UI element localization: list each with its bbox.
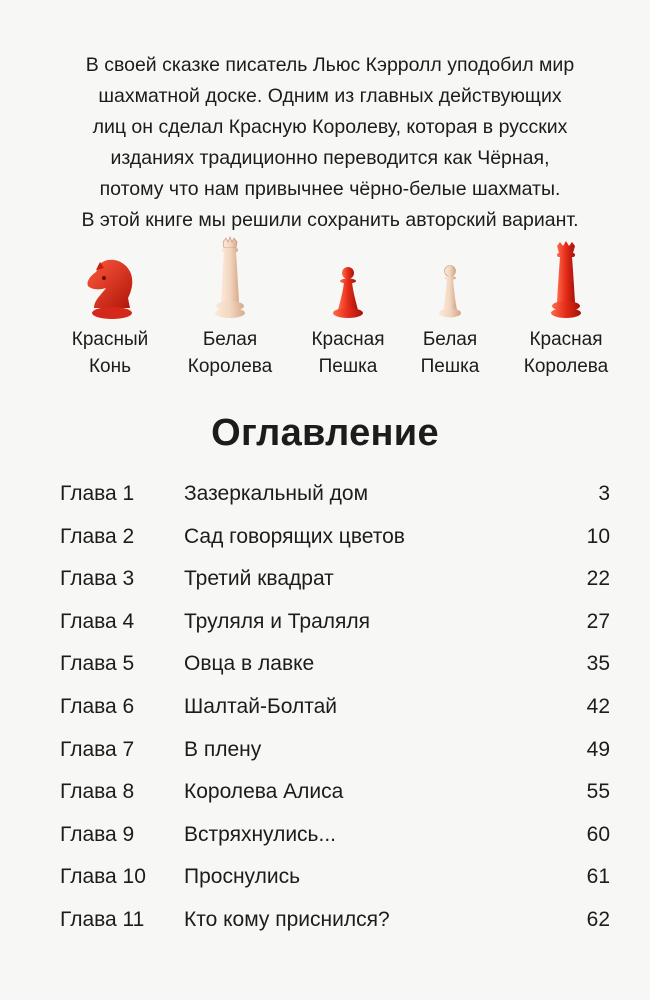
- toc-page-number: 42: [586, 694, 610, 718]
- piece-label: Красная Пешка: [311, 329, 385, 377]
- toc-chapter-title: Труляля и Траляля: [184, 609, 371, 633]
- toc-page-number: 35: [586, 652, 610, 676]
- toc-entry: [60, 516, 610, 559]
- toc-entry: [60, 729, 610, 772]
- intro-line: лиц он сделал Красную Королеву, которая в русских: [92, 116, 568, 138]
- piece-label: Красный Конь: [71, 329, 149, 377]
- toc-chapter: Глава 8: [60, 780, 135, 804]
- piece-label: Белая Королева: [187, 329, 273, 377]
- toc-page-number: 3: [598, 482, 610, 505]
- toc-chapter: Глава 2: [60, 524, 135, 548]
- piece-red-knight: [46, 236, 174, 380]
- table-of-contents: [60, 473, 610, 942]
- piece-white-pawn: [386, 236, 514, 380]
- intro-line: В своей сказке писатель Льюс Кэрролл уподобил мир: [85, 54, 575, 76]
- toc-chapter: Глава 3: [60, 567, 135, 591]
- toc-chapter-title: Кто кому приснился?: [184, 907, 390, 931]
- piece-label: Белая Пешка: [420, 329, 480, 377]
- toc-entry: [60, 601, 610, 644]
- toc-chapter-title: Овца в лавке: [184, 652, 315, 676]
- toc-chapter: Глава 1: [60, 482, 135, 505]
- toc-chapter: Глава 6: [60, 694, 135, 718]
- intro-line: В этой книге мы решили сохранить авторский вариант.: [81, 209, 579, 231]
- toc-entry: [60, 686, 610, 729]
- toc-chapter: Глава 9: [60, 822, 135, 846]
- red-pawn-icon: [331, 266, 365, 320]
- toc-chapter: Глава 10: [60, 865, 146, 889]
- toc-chapter: Глава 11: [60, 907, 145, 931]
- toc-entry: [60, 473, 610, 516]
- toc-chapter-title: Зазеркальный дом: [184, 482, 369, 505]
- piece-white-queen: [166, 236, 294, 380]
- toc-entry: [60, 771, 610, 814]
- toc-chapter-title: Третий квадрат: [184, 567, 334, 591]
- toc-entry: [60, 814, 610, 857]
- toc-chapter-title: В плену: [184, 737, 262, 761]
- red-knight-icon: [82, 256, 138, 320]
- toc-page-number: 22: [586, 567, 610, 591]
- toc-entry: [60, 643, 610, 686]
- toc-entry: [60, 899, 610, 942]
- toc-chapter: Глава 4: [60, 609, 135, 633]
- toc-chapter-title: Шалтай-Болтай: [184, 694, 338, 718]
- toc-page-number: 49: [586, 737, 610, 761]
- toc-chapter-title: Проснулись: [184, 865, 301, 889]
- toc-page-number: 27: [586, 609, 610, 633]
- white-queen-icon: [213, 236, 247, 320]
- chess-pieces-legend: [0, 236, 650, 386]
- toc-page-number: 62: [586, 907, 610, 931]
- intro-line: шахматной доске. Одним из главных действующих: [98, 85, 562, 107]
- piece-red-queen: [502, 236, 630, 380]
- toc-entry: [60, 856, 610, 899]
- intro-paragraph: [30, 50, 630, 236]
- white-pawn-icon: [437, 264, 463, 320]
- toc-title: Оглавление: [211, 412, 439, 454]
- toc-entry: [60, 558, 610, 601]
- red-queen-icon: [549, 240, 583, 320]
- toc-chapter-title: Королева Алиса: [184, 780, 344, 804]
- toc-chapter: Глава 7: [60, 737, 135, 761]
- intro-line: изданиях традиционно переводится как Чёрная,: [110, 147, 550, 169]
- piece-label: Красная Королева: [523, 329, 609, 377]
- intro-line: потому что нам привычнее чёрно-белые шахматы.: [99, 178, 561, 200]
- toc-page-number: 61: [586, 865, 610, 889]
- toc-chapter: Глава 5: [60, 652, 135, 676]
- toc-page-number: 60: [586, 822, 610, 846]
- toc-chapter-title: Встряхнулись...: [184, 822, 337, 846]
- toc-page-number: 55: [586, 780, 610, 804]
- toc-chapter-title: Сад говорящих цветов: [184, 524, 405, 548]
- toc-page-number: 10: [586, 524, 610, 548]
